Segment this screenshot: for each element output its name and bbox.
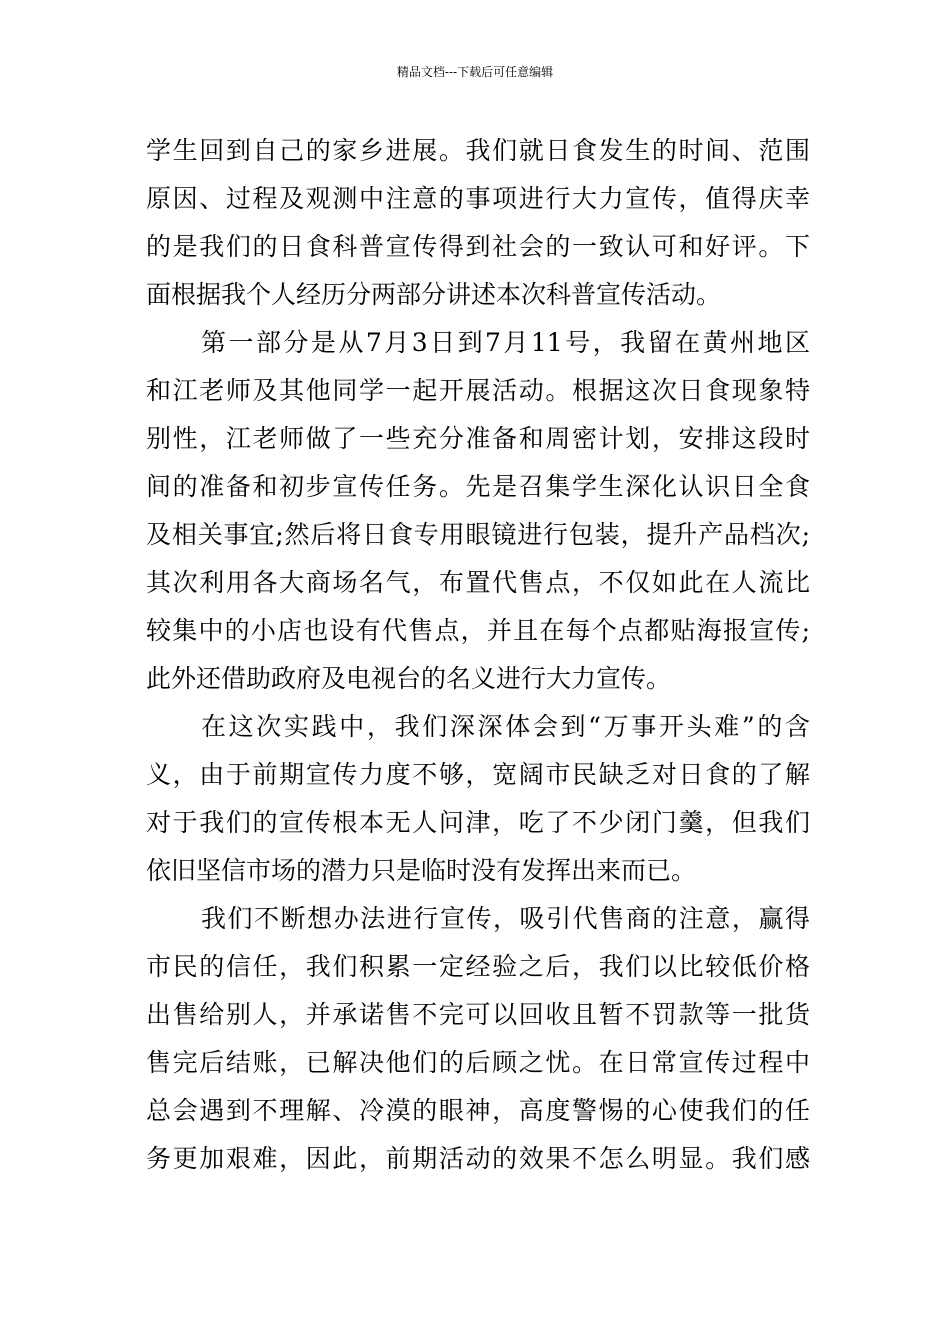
text-line: 出售给别人，并承诺售不完可以回收且暂不罚款等一批货 [146,1000,810,1029]
document-body [146,127,810,1183]
text-line: 面根据我个人经历分两部分讲述本次科普宣传活动。 [146,280,722,309]
page-header: 精品文档---下载后可任意编辑 [396,65,554,79]
text-line: 市民的信任，我们积累一定经验之后，我们以比较低价格 [146,952,810,981]
paragraph [146,895,810,1183]
text-line: 和江老师及其他同学一起开展活动。根据这次日食现象特 [146,376,810,405]
text-line: 原因、过程及观测中注意的事项进行大力宣传，值得庆幸 [146,184,810,213]
text-line: 务更加艰难，因此，前期活动的效果不怎么明显。我们感 [146,1144,810,1173]
text-line: 其次利用各大商场名气，布置代售点，不仅如此在人流比 [146,568,810,597]
text-line: 别性，江老师做了一些充分准备和周密计划，安排这段时 [146,424,810,453]
paragraph [146,127,810,319]
text-line: 在这次实践中，我们深深体会到“万事开头难”的含 [201,712,810,741]
paragraph [146,319,810,703]
text-line: 售完后结账，已解决他们的后顾之忧。在日常宣传过程中 [146,1048,810,1077]
text-line: 总会遇到不理解、冷漠的眼神，高度警惕的心使我们的任 [146,1096,810,1125]
text-line: 义，由于前期宣传力度不够，宽阔市民缺乏对日食的了解 [146,760,810,789]
paragraph [146,703,810,895]
text-line: 学生回到自己的家乡进展。我们就日食发生的时间、范围 [146,136,810,165]
text-line: 对于我们的宣传根本无人问津，吃了不少闭门羹，但我们 [146,808,810,837]
text-line: 依旧坚信市场的潜力只是临时没有发挥出来而已。 [146,856,697,885]
text-line: 第一部分是从7月3日到7月11号，我留在黄州地区 [201,328,810,357]
text-line: 的是我们的日食科普宣传得到社会的一致认可和好评。下 [146,232,810,261]
text-line: 间的准备和初步宣传任务。先是召集学生深化认识日全食 [146,472,810,501]
text-line: 及相关事宜;然后将日食专用眼镜进行包装，提升产品档次; [146,520,810,549]
text-line: 此外还借助政府及电视台的名义进行大力宣传。 [146,664,672,693]
text-line: 我们不断想办法进行宣传，吸引代售商的注意，赢得 [201,904,810,933]
text-line: 较集中的小店也设有代售点，并且在每个点都贴海报宣传; [146,616,810,645]
